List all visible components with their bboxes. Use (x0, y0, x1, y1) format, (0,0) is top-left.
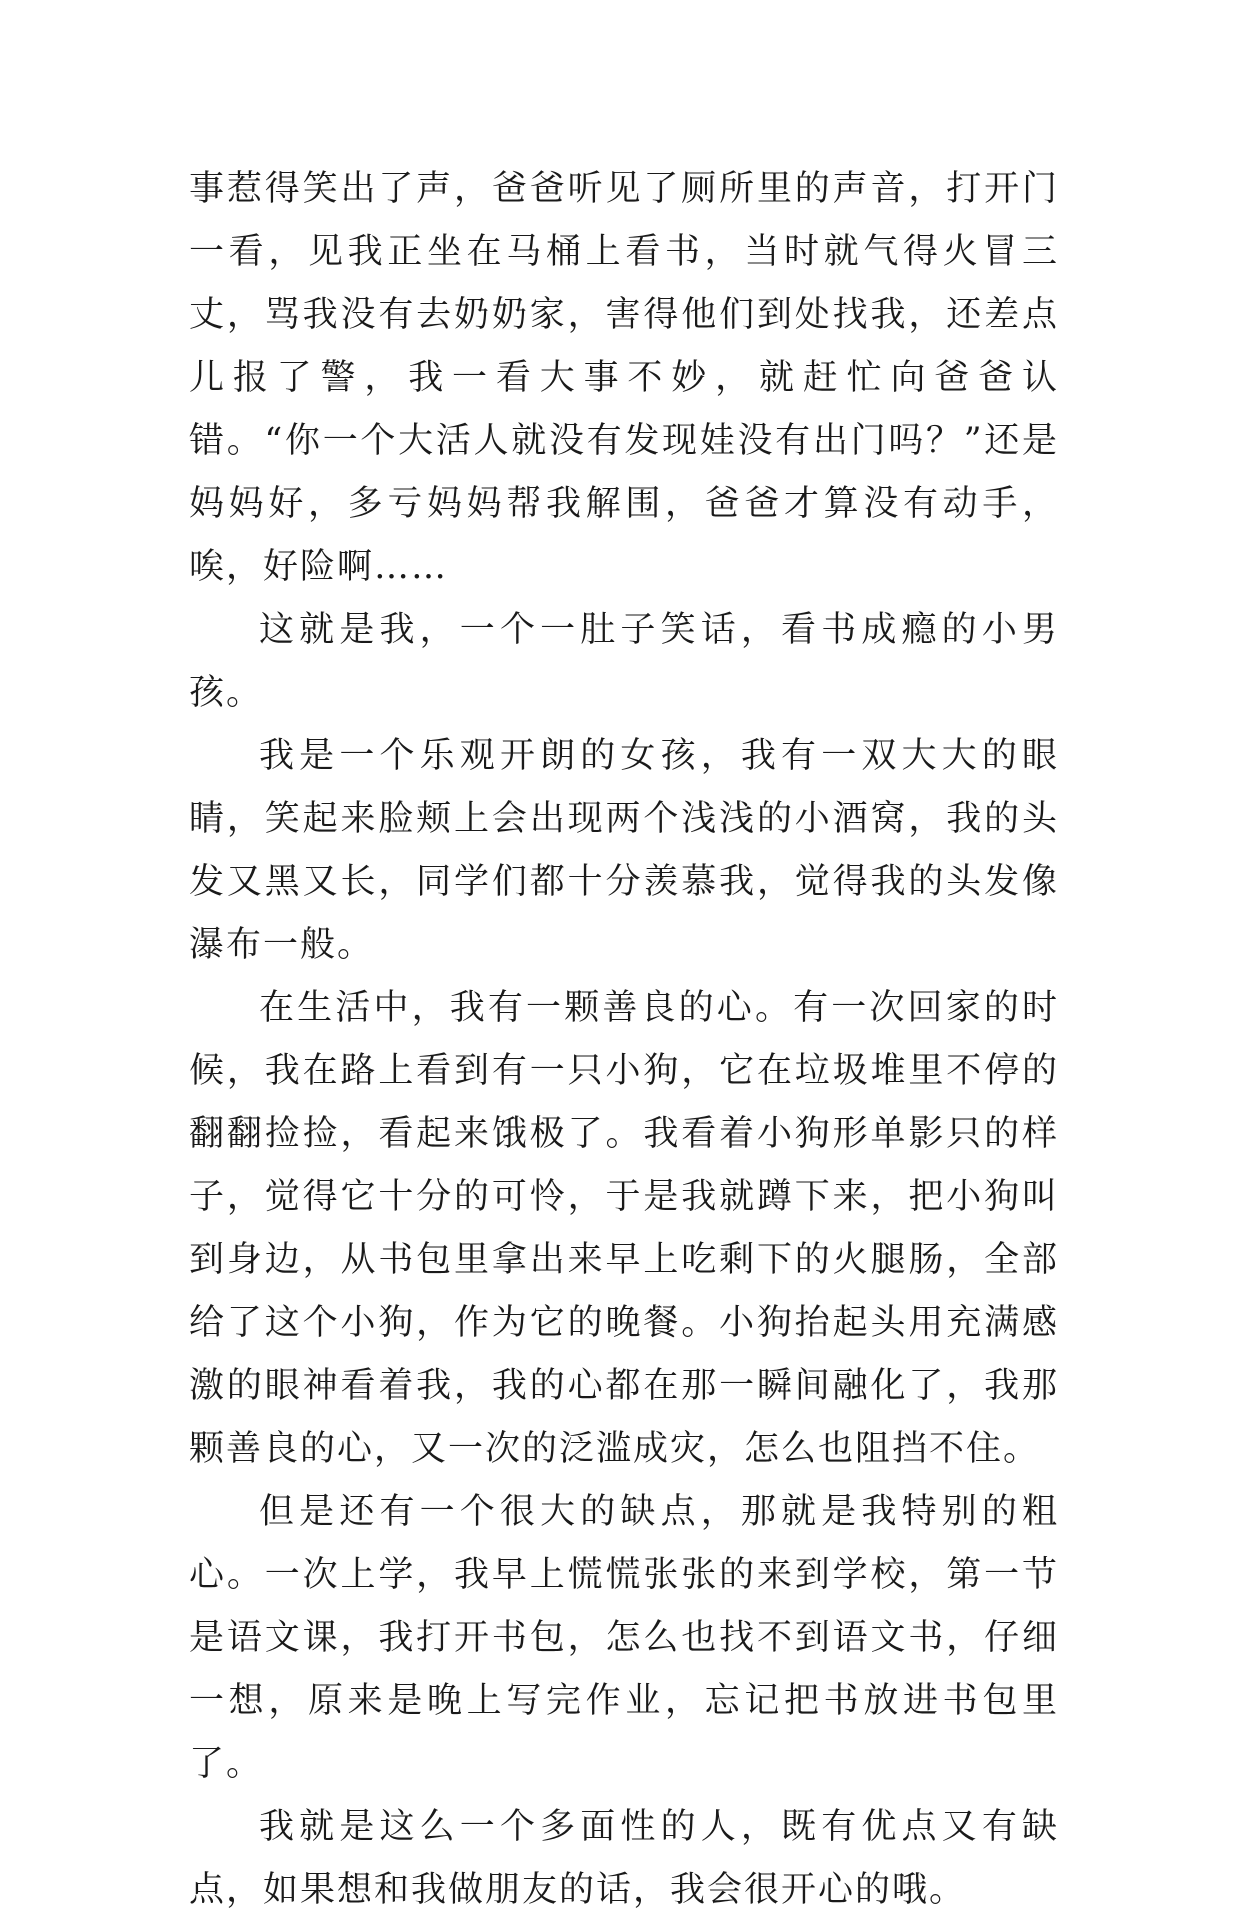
document-body (189, 158, 1059, 1922)
paragraph-1: 事惹得笑出了声，爸爸听见了厕所里的声音，打开门一看，见我正坐在马桶上看书，当时就气得火冒三丈，骂我没有去奶奶家，害得他们到处找我，还差点儿报了警，我一看大事不妙，就赶忙向爸爸认错。“你一个大活人就没有发现娃没有出门吗？”还是妈妈好，多亏妈妈帮我解围，爸爸才算没有动手，唉，好险啊…… (189, 169, 1059, 587)
paragraph-2: 这就是我，一个一肚子笑话，看书成瘾的小男孩。 (189, 610, 1059, 713)
paragraph-5: 但是还有一个很大的缺点，那就是我特别的粗心。一次上学，我早上慌慌张张的来到学校，第一节是语文课，我打开书包，怎么也找不到语文书，仔细一想，原来是晚上写完作业，忘记把书放进书包里了。 (189, 1492, 1059, 1784)
paragraph-3: 我是一个乐观开朗的女孩，我有一双大大的眼睛，笑起来脸颊上会出现两个浅浅的小酒窝，我的头发又黑又长，同学们都十分羡慕我，觉得我的头发像瀑布一般。 (189, 736, 1059, 965)
paragraph-6: 我就是这么一个多面性的人，既有优点又有缺点，如果想和我做朋友的话，我会很开心的哦。 (189, 1807, 1059, 1910)
paragraph-4: 在生活中，我有一颗善良的心。有一次回家的时候，我在路上看到有一只小狗，它在垃圾堆里不停的翻翻捡捡，看起来饿极了。我看着小狗形单影只的样子，觉得它十分的可怜，于是我就蹲下来，把小狗叫到身边，从书包里拿出来早上吃剩下的火腿肠，全部给了这个小狗，作为它的晚餐。小狗抬起头用充满感激的眼神看着我，我的心都在那一瞬间融化了，我那颗善良的心，又一次的泛滥成灾，怎么也阻挡不住。 (189, 988, 1059, 1469)
